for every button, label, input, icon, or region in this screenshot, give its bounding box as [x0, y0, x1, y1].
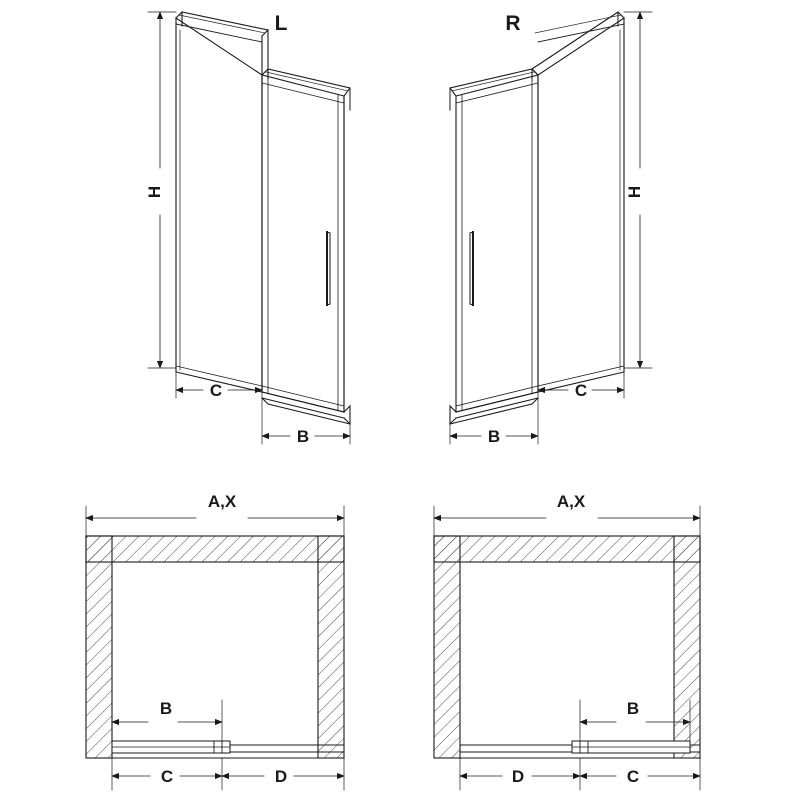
- dim-label-b-plan-right: B: [626, 699, 640, 718]
- variant-label-left: L: [274, 12, 288, 35]
- dim-label-d-plan-right: D: [511, 767, 525, 786]
- dim-label-c-elev-left: C: [209, 381, 223, 400]
- dim-label-ax-plan-left: A,X: [207, 492, 237, 511]
- dim-label-d-plan-left: D: [274, 767, 288, 786]
- dim-label-c-elev-right: C: [574, 381, 588, 400]
- dim-label-c-plan-left: C: [160, 767, 174, 786]
- elevation-left-view: [148, 12, 350, 444]
- plan-right-view: [434, 506, 700, 790]
- dim-label-h-left: H: [145, 185, 164, 199]
- dim-label-c-plan-right: C: [626, 767, 640, 786]
- plan-left-view: [86, 506, 344, 790]
- dim-label-h-right: H: [625, 185, 644, 199]
- dim-label-b-elev-left: B: [296, 427, 310, 446]
- dim-label-ax-plan-right: A,X: [556, 492, 586, 511]
- variant-label-right: R: [505, 12, 521, 35]
- elevation-right-view: [450, 12, 652, 444]
- dim-label-b-elev-right: B: [487, 427, 501, 446]
- dim-label-b-plan-left: B: [159, 699, 173, 718]
